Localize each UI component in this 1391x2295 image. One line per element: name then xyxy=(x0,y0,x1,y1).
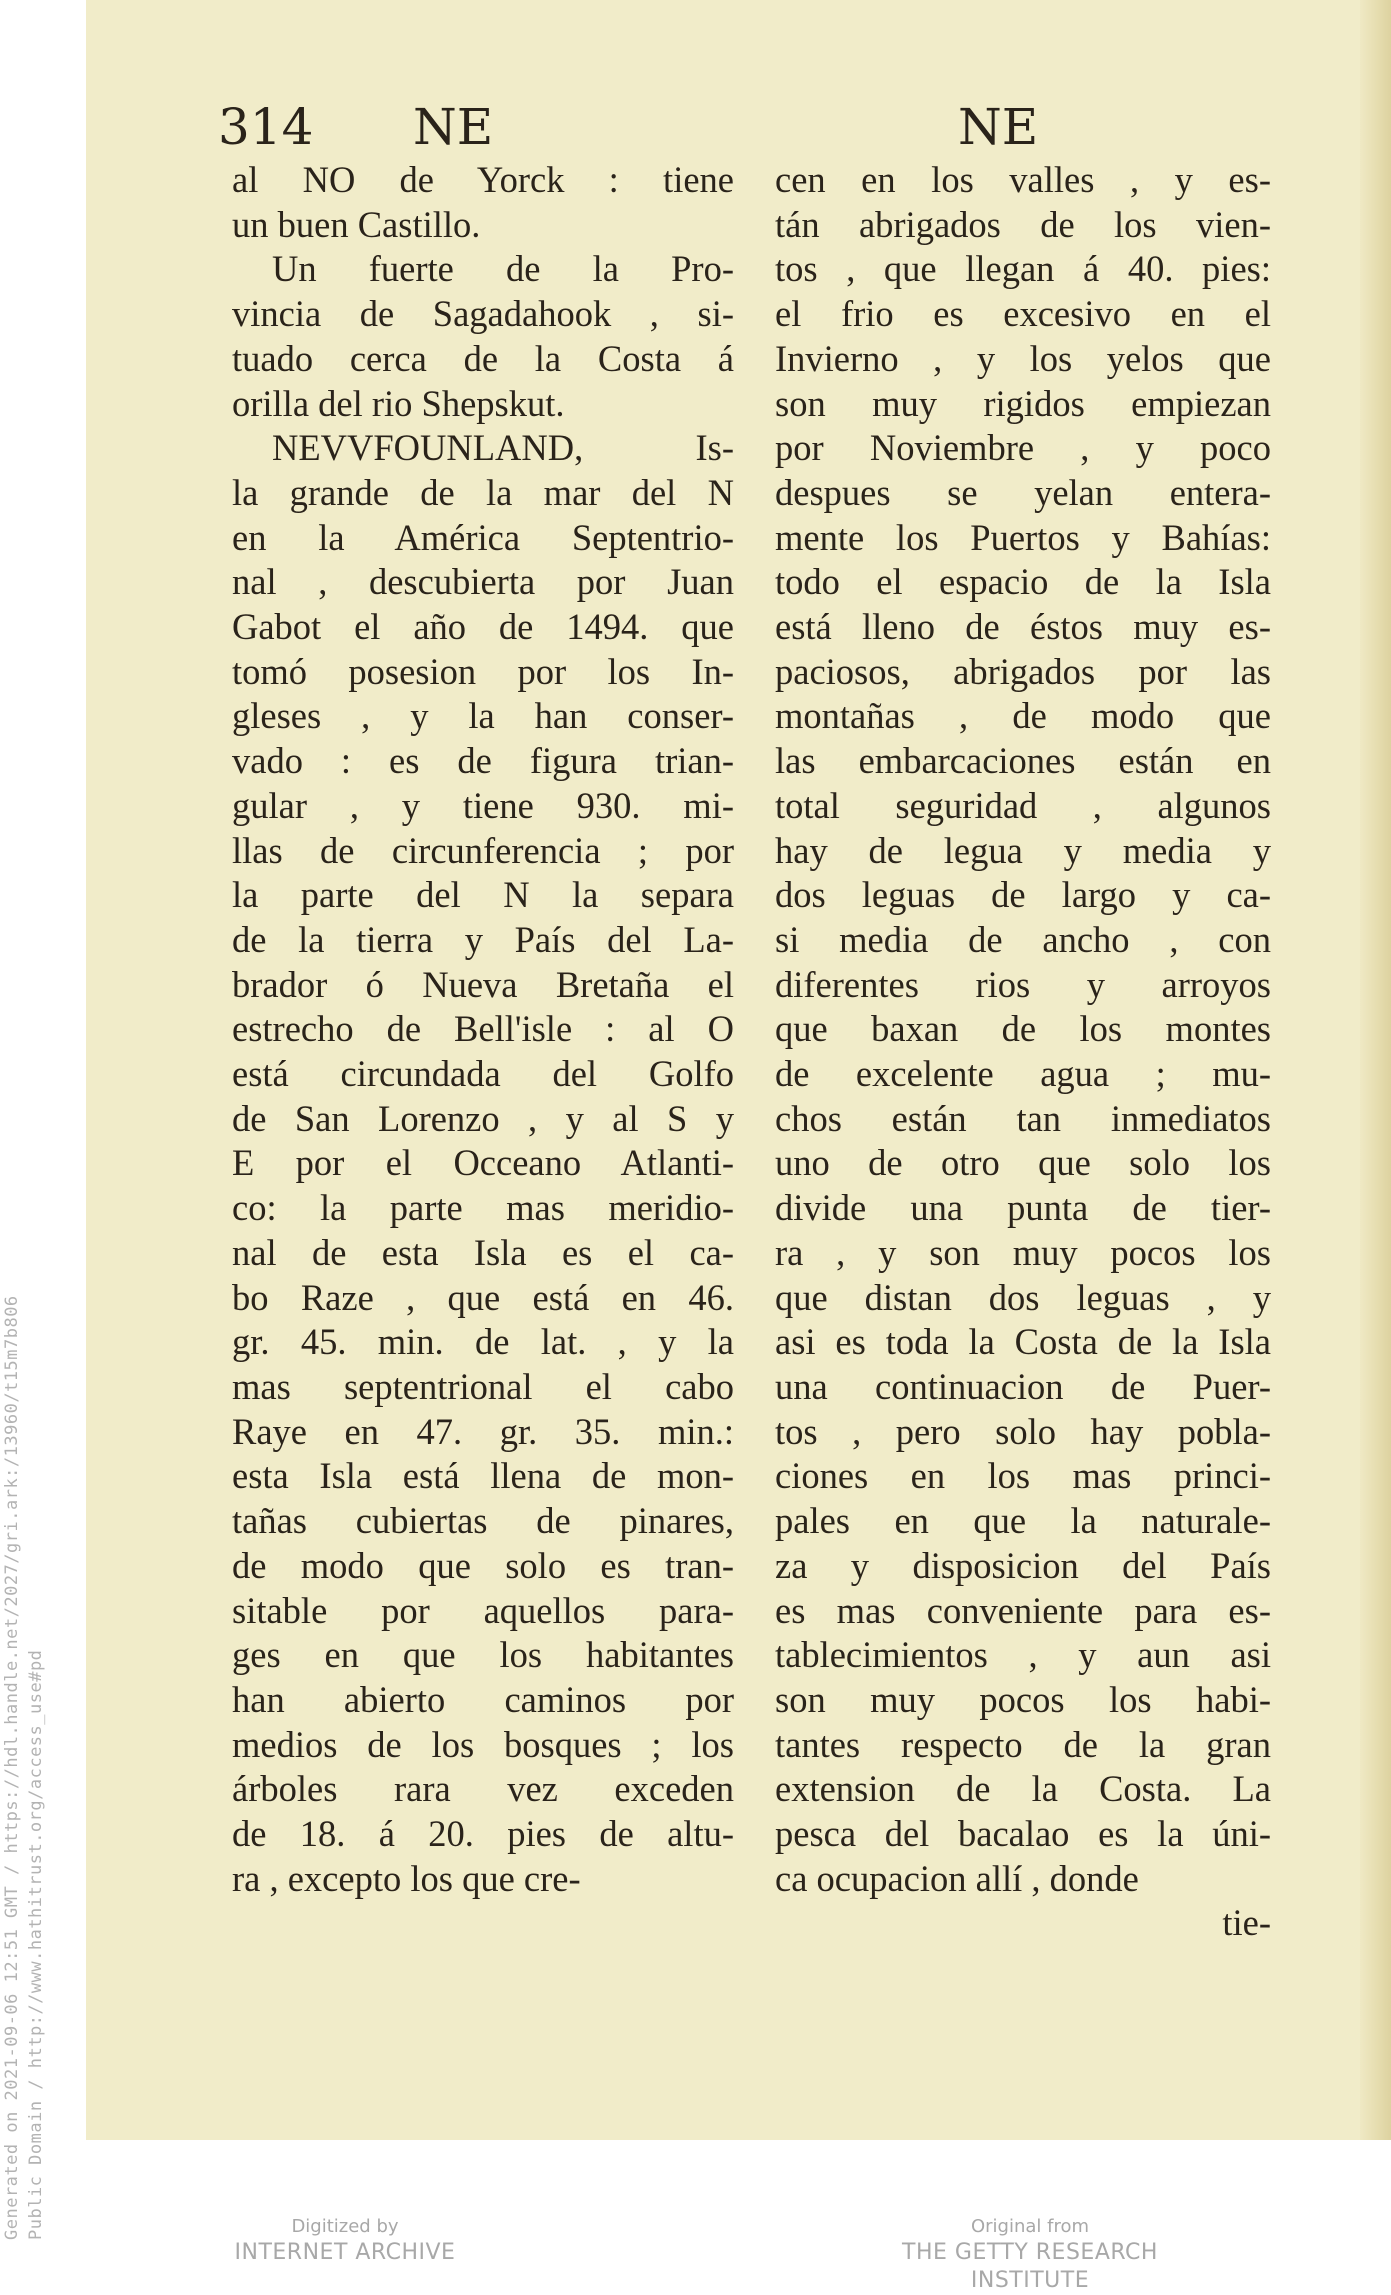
text-line: chos están tan inmediatos xyxy=(775,1097,1271,1139)
text-line: el frio es excesivo en el xyxy=(775,293,1271,335)
text-line: la parte del N la separa xyxy=(232,874,734,916)
text-line: montañas , de modo que xyxy=(775,695,1271,737)
text-line: vado : es de figura trian- xyxy=(232,740,734,782)
text-line: divide una punta de tier- xyxy=(775,1187,1271,1229)
text-line: extension de la Costa. La xyxy=(775,1768,1271,1810)
text-line: llas de circunferencia ; por xyxy=(232,829,734,871)
text-line: son muy rigidos empiezan xyxy=(775,382,1271,424)
text-line: tie- xyxy=(1222,1902,1271,1944)
text-line: de excelente agua ; mu- xyxy=(775,1053,1271,1095)
text-line: que distan dos leguas , y xyxy=(775,1276,1271,1318)
text-line: gr. 45. min. de lat. , y la xyxy=(232,1321,734,1363)
text-line: uno de otro que solo los xyxy=(775,1142,1271,1184)
text-line: mente los Puertos y Bahías: xyxy=(775,516,1271,558)
page-edge xyxy=(1360,0,1391,2140)
text-line: estrecho de Bell'isle : al O xyxy=(232,1008,734,1050)
text-line: gleses , y la han conser- xyxy=(232,695,734,737)
text-line: todo el espacio de la Isla xyxy=(775,561,1271,603)
text-line: total seguridad , algunos xyxy=(775,784,1271,826)
internet-archive-label: INTERNET ARCHIVE xyxy=(234,2240,456,2265)
text-line: Gabot el año de 1494. que xyxy=(232,606,734,648)
text-line: tañas cubiertas de pinares, xyxy=(232,1500,734,1542)
text-line: medios de los bosques ; los xyxy=(232,1723,734,1765)
digitized-by-credit xyxy=(210,2215,480,2267)
text-line: árboles rara vez exceden xyxy=(232,1768,734,1810)
text-line: pesca del bacalao es la úni- xyxy=(775,1813,1271,1855)
text-line: E por el Occeano Atlanti- xyxy=(232,1142,734,1184)
text-line: asi es toda la Costa de la Isla xyxy=(775,1321,1271,1363)
text-line: ciones en los mas princi- xyxy=(775,1455,1271,1497)
text-line: está lleno de éstos muy es- xyxy=(775,606,1271,648)
page-number: 314 xyxy=(218,98,314,156)
text-line: por Noviembre , y poco xyxy=(775,427,1271,469)
text-line: de 18. á 20. pies de altu- xyxy=(232,1813,734,1855)
text-line: diferentes rios y arroyos xyxy=(775,963,1271,1005)
text-line: son muy pocos los habi- xyxy=(775,1678,1271,1720)
text-line: mas septentrional el cabo xyxy=(232,1365,734,1407)
watermark-rights-line: Public Domain / http://www.hathitrust.org/access_use#pd xyxy=(26,1649,46,2240)
text-line: ca ocupacion allí , donde xyxy=(775,1857,1139,1899)
getty-institute-label: THE GETTY RESEARCH INSTITUTE xyxy=(902,2240,1158,2293)
text-line: Invierno , y los yelos que xyxy=(775,337,1271,379)
text-line: Un fuerte de la Pro- xyxy=(272,248,734,290)
text-line: las embarcaciones están en xyxy=(775,740,1271,782)
text-line: pales en que la naturale- xyxy=(775,1500,1271,1542)
left-text-column xyxy=(232,158,734,1901)
text-line: cen en los valles , y es- xyxy=(775,159,1271,200)
text-line: esta Isla está llena de mon- xyxy=(232,1455,734,1497)
text-line: vincia de Sagadahook , si- xyxy=(232,293,734,335)
text-line: de modo que solo es tran- xyxy=(232,1544,734,1586)
text-line: si media de ancho , con xyxy=(775,918,1271,960)
text-line: sitable por aquellos para- xyxy=(232,1589,734,1631)
text-line: al NO de Yorck : tiene xyxy=(232,159,734,200)
text-line: es mas conveniente para es- xyxy=(775,1589,1271,1631)
text-line: tablecimientos , y aun asi xyxy=(775,1634,1271,1676)
text-line: que baxan de los montes xyxy=(775,1008,1271,1050)
text-line: tomó posesion por los In- xyxy=(232,650,734,692)
text-line: paciosos, abrigados por las xyxy=(775,650,1271,692)
right-text-column xyxy=(775,158,1271,1946)
text-line: la grande de la mar del N xyxy=(232,471,734,513)
text-line: hay de legua y media y xyxy=(775,829,1271,871)
text-line: NEVVFOUNLAND, Is- xyxy=(272,427,734,469)
text-line: bo Raze , que está en 46. xyxy=(232,1276,734,1318)
text-line: tos , pero solo hay pobla- xyxy=(775,1410,1271,1452)
text-line: una continuacion de Puer- xyxy=(775,1365,1271,1407)
text-line: de San Lorenzo , y al S y xyxy=(232,1097,734,1139)
text-line: tantes respecto de la gran xyxy=(775,1723,1271,1765)
text-line: ges en que los habitantes xyxy=(232,1634,734,1676)
digitized-by-label: Digitized by xyxy=(291,2216,399,2237)
text-line: ra , excepto los que cre- xyxy=(232,1857,581,1899)
watermark-generated-line: Generated on 2021-09-06 12:51 GMT / https://hdl.handle.net/2027/gri.ark:/13960/t15m7b806 xyxy=(2,1295,22,2240)
text-line: dos leguas de largo y ca- xyxy=(775,874,1271,916)
text-line: tuado cerca de la Costa á xyxy=(232,337,734,379)
text-line: han abierto caminos por xyxy=(232,1678,734,1720)
text-line: orilla del rio Shepskut. xyxy=(232,382,565,424)
text-line: za y disposicion del País xyxy=(775,1544,1271,1586)
text-line: en la América Septentrio- xyxy=(232,516,734,558)
right-running-head: NE xyxy=(958,98,1039,156)
text-line: de la tierra y País del La- xyxy=(232,918,734,960)
text-line: gular , y tiene 930. mi- xyxy=(232,784,734,826)
text-line: co: la parte mas meridio- xyxy=(232,1187,734,1229)
text-line: un buen Castillo. xyxy=(232,203,481,245)
original-from-credit xyxy=(840,2215,1220,2295)
text-line: brador ó Nueva Bretaña el xyxy=(232,963,734,1005)
text-line: tos , que llegan á 40. pies: xyxy=(775,248,1271,290)
text-line: tán abrigados de los vien- xyxy=(775,203,1271,245)
hathitrust-watermark xyxy=(0,0,60,2240)
text-line: ra , y son muy pocos los xyxy=(775,1231,1271,1273)
text-line: nal de esta Isla es el ca- xyxy=(232,1231,734,1273)
text-line: despues se yelan entera- xyxy=(775,471,1271,513)
text-line: nal , descubierta por Juan xyxy=(232,561,734,603)
original-from-label: Original from xyxy=(970,2216,1090,2237)
left-running-head: NE xyxy=(413,98,494,156)
text-line: está circundada del Golfo xyxy=(232,1053,734,1095)
text-line: Raye en 47. gr. 35. min.: xyxy=(232,1410,734,1452)
